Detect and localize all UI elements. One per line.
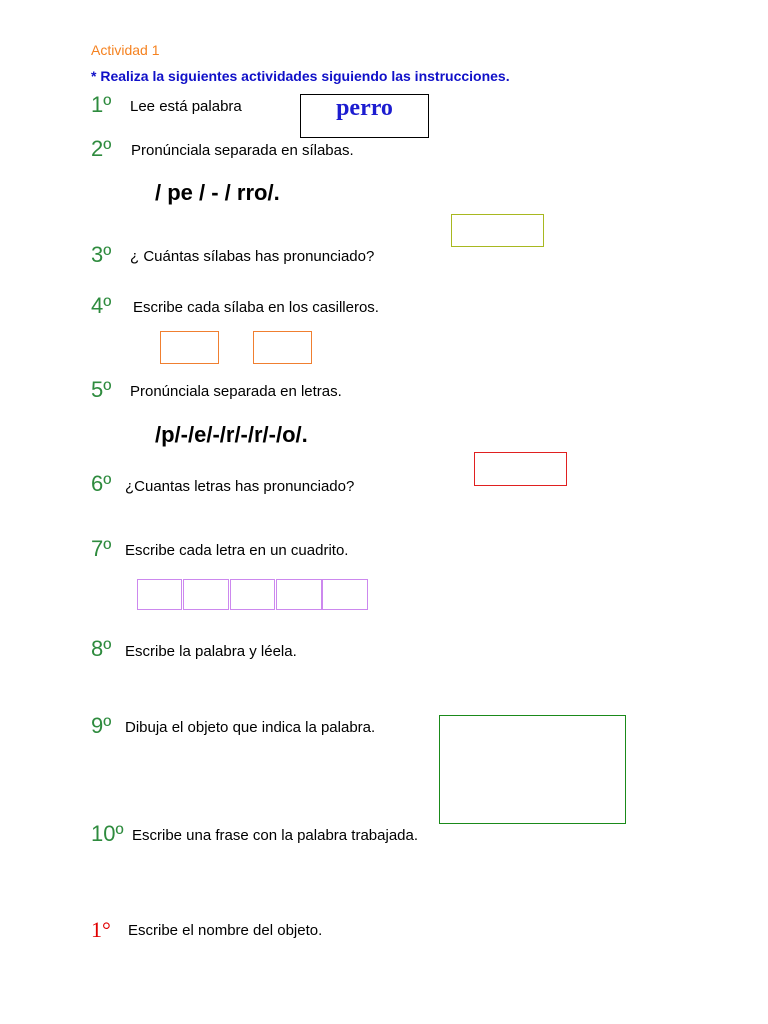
- step-1-text: Lee está palabra: [130, 98, 242, 115]
- syllable-box-1[interactable]: [160, 331, 219, 364]
- instructions-text: * Realiza la siguientes actividades siguiendo las instrucciones.: [91, 68, 510, 84]
- step-10-text: Escribe una frase con la palabra trabajada.: [132, 827, 419, 844]
- step-2-number: 2º: [91, 136, 112, 161]
- step-8-number: 8º: [91, 636, 112, 661]
- step-3-number: 3º: [91, 242, 112, 267]
- step-10-number: 10º: [91, 821, 124, 846]
- drawing-box[interactable]: [439, 715, 626, 824]
- letter-box-2[interactable]: [183, 579, 229, 610]
- step-6-text: ¿Cuantas letras has pronunciado?: [125, 478, 355, 495]
- step-8-text: Escribe la palabra y léela.: [125, 643, 297, 660]
- step-9-text: Dibuja el objeto que indica la palabra.: [125, 719, 376, 736]
- word-box: [300, 94, 429, 138]
- syllable-count-box[interactable]: [451, 214, 544, 247]
- step-4-text: Escribe cada sílaba en los casilleros.: [133, 299, 379, 316]
- letter-box-5[interactable]: [322, 579, 368, 610]
- letters-text: /p/-/e/-/r/-/r/-/o/.: [155, 422, 308, 447]
- step-11-text: Escribe el nombre del objeto.: [128, 922, 323, 939]
- step-5-number: 5º: [91, 377, 112, 402]
- step-3-text: ¿ Cuántas sílabas has pronunciado?: [130, 248, 375, 265]
- step-7-number: 7º: [91, 536, 112, 561]
- target-word: perro: [336, 95, 393, 121]
- step-7-text: Escribe cada letra en un cuadrito.: [125, 542, 349, 559]
- step-4-number: 4º: [91, 293, 112, 318]
- letter-box-4[interactable]: [276, 579, 322, 610]
- activity-title: Actividad 1: [91, 42, 160, 58]
- syllable-box-2[interactable]: [253, 331, 312, 364]
- step-6-number: 6º: [91, 471, 112, 496]
- letter-count-box[interactable]: [474, 452, 567, 486]
- step-2-text: Pronúnciala separada en sílabas.: [131, 142, 354, 159]
- step-9-number: 9º: [91, 713, 112, 738]
- letter-box-1[interactable]: [137, 579, 182, 610]
- step-11-number: 1°: [91, 917, 111, 942]
- syllables-text: / pe / - / rro/.: [155, 180, 280, 205]
- step-1-number: 1º: [91, 92, 112, 117]
- step-5-text: Pronúnciala separada en letras.: [130, 383, 342, 400]
- letter-box-3[interactable]: [230, 579, 275, 610]
